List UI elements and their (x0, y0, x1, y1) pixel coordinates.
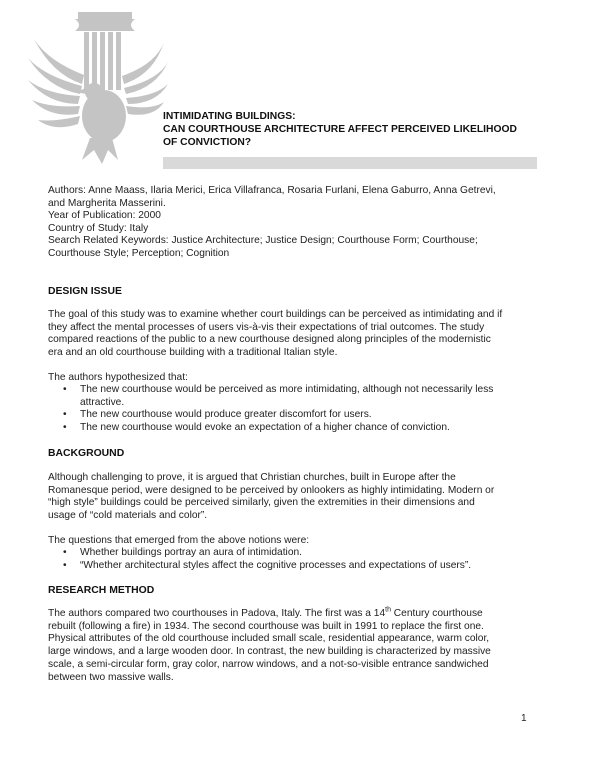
bullet-icon: • (63, 547, 67, 558)
document-title (163, 110, 563, 149)
eagle-column-logo (20, 4, 170, 164)
list-item: • The new courthouse would be perceived as more intimidating, although not necessarily less attractive. (63, 384, 494, 408)
paragraph-line: The authors compared two courthouses in Padova, Italy. The first was a 14th Century courthouse (48, 606, 483, 619)
bullet-icon: • (63, 384, 67, 395)
bullet-icon: • (63, 422, 67, 434)
publication-year: Year of Publication: 2000 (48, 210, 161, 222)
list-item: • Whether buildings portray an aura of intimidation. (63, 547, 302, 558)
bullet-icon: • (63, 409, 67, 421)
hypotheses-list (48, 384, 553, 435)
country-of-study: Country of Study: Italy (48, 222, 149, 234)
paragraph-line: usage of “cold materials and color”. (48, 510, 208, 522)
title-line-3: OF CONVICTION? (163, 137, 252, 148)
research-method-paragraph (48, 608, 553, 684)
background-paragraph (48, 472, 553, 523)
paragraph-line: The goal of this study was to examine whether court buildings can be perceived as intimidating and if (48, 309, 503, 320)
list-item: • The new courthouse would produce greater discomfort for users. (63, 409, 372, 421)
list-item: • “Whether architectural styles affect the cognitive processes and expectations of users”. (63, 559, 472, 571)
research-method-heading: RESEARCH METHOD (48, 585, 155, 596)
paragraph-line: era and an old courthouse building with a traditional Italian style. (48, 347, 338, 359)
background-heading: BACKGROUND (48, 448, 125, 459)
paragraph-line: compared reactions of the public to a new courthouse designed along principles of the modernistic (48, 334, 491, 346)
design-issue-paragraph (48, 309, 553, 360)
metadata-block (48, 185, 558, 261)
design-issue-heading: DESIGN ISSUE (48, 286, 122, 297)
paragraph-line: large windows, and a large wooden door. In contrast, the new building is characterized by massive (48, 646, 491, 658)
title-line-2: CAN COURTHOUSE ARCHITECTURE AFFECT PERCEIVED LIKELIHOOD (163, 124, 517, 135)
paragraph-line: Physical attributes of the old courthouse included small scale, residential appearance, warm color, (48, 633, 490, 645)
authors-line-2: and Margherita Masserini. (48, 197, 166, 209)
paragraph-line: scale, a semi-circular form, gray color, narrow windows, and a not-so-visible entrance sandwiched (48, 658, 489, 670)
paragraph-line: Romanesque period, were designed to be perceived by onlookers as highly intimidating. Modern or (48, 484, 495, 496)
hypotheses-intro: The authors hypothesized that: (48, 372, 188, 383)
keywords-line-2: Courthouse Style; Perception; Cognition (48, 247, 230, 259)
keywords-line-1: Search Related Keywords: Justice Architecture; Justice Design; Courthouse Form; Courthouse; (48, 235, 478, 247)
list-item: • The new courthouse would evoke an expectation of a higher chance of conviction. (63, 422, 450, 434)
paragraph-line: rebuilt (following a fire) in 1934. The second courthouse was built in 1991 to replace the first one. (48, 620, 484, 632)
questions-list (48, 547, 553, 572)
page-number: 1 (521, 713, 527, 724)
paragraph-line: Although challenging to prove, it is argued that Christian churches, built in Europe after the (48, 472, 456, 483)
authors-line-1: Authors: Anne Maass, Ilaria Merici, Erica Villafranca, Rosaria Furlani, Elena Gaburro, Anna Getrevi, (48, 185, 496, 196)
bullet-icon: • (63, 559, 67, 571)
questions-intro: The questions that emerged from the above notions were: (48, 535, 310, 546)
paragraph-line: they affect the mental processes of users vis-à-vis their expectations of trial outcomes. The study (48, 321, 485, 333)
paragraph-line: “high style” buildings could be perceived similarly, given the extremities in their dimensions and (48, 497, 475, 509)
paragraph-line: between two massive walls. (48, 671, 174, 683)
title-divider-bar (163, 157, 537, 169)
title-line-1: INTIMIDATING BUILDINGS: (163, 111, 296, 122)
